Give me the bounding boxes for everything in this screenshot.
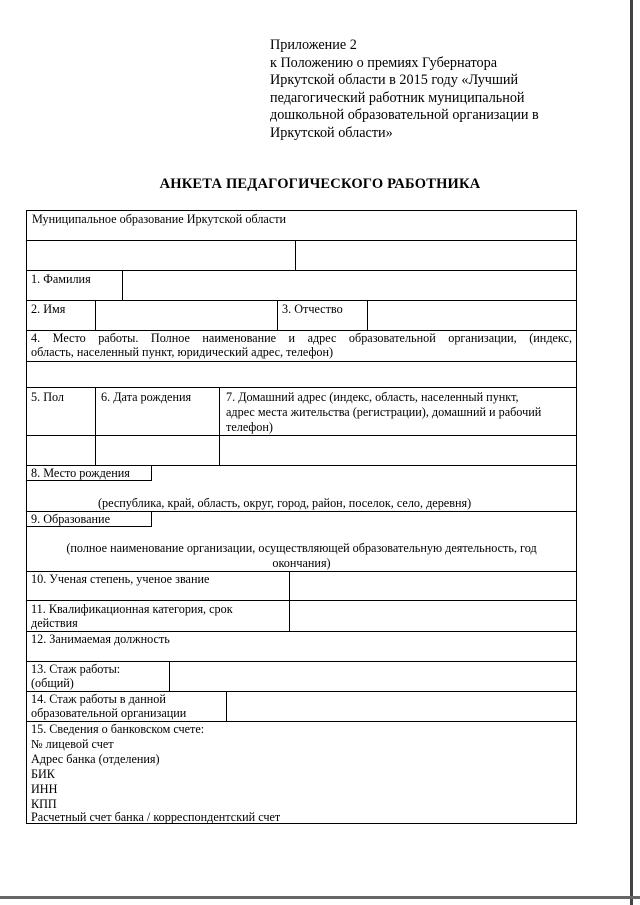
experience-label: 13. Стаж работы: bbox=[31, 662, 121, 676]
appendix-line: Приложение 2 bbox=[270, 37, 357, 53]
appendix-line: педагогический работник муниципальной bbox=[270, 89, 525, 106]
page-title: АНКЕТА ПЕДАГОГИЧЕСКОГО РАБОТНИКА bbox=[159, 176, 481, 192]
cell-divider bbox=[295, 240, 296, 270]
appendix-line: Иркутской области в 2015 году «Лучший bbox=[270, 72, 519, 89]
municipality-label: Муниципальное образование Иркутской области bbox=[32, 212, 287, 226]
patronymic-label: 3. Отчество bbox=[282, 302, 343, 316]
scan-edge-right bbox=[630, 0, 633, 905]
sex-label: 5. Пол bbox=[31, 390, 65, 404]
bik-label: БИК bbox=[31, 767, 55, 781]
education-hint: (полное наименование организации, осуществляющей образовательную деятельность, год bbox=[66, 541, 537, 555]
appendix-header bbox=[270, 37, 600, 143]
scan-edge-bottom bbox=[0, 896, 640, 899]
org-experience-label: 14. Стаж работы в данной bbox=[31, 692, 166, 706]
row-line bbox=[26, 600, 577, 601]
settlement-account-label: Расчетный счет банка / корреспондентский счет bbox=[31, 810, 281, 824]
label-box-divider bbox=[151, 511, 152, 526]
bank-account-label: № лицевой счет bbox=[31, 737, 114, 751]
birthdate-label: 6. Дата рождения bbox=[101, 390, 192, 404]
workplace-label-cont: область, населенный пункт, юридический адрес, телефон) bbox=[31, 345, 334, 359]
cell-divider bbox=[95, 387, 96, 465]
row-line bbox=[26, 361, 577, 362]
label-box-divider bbox=[151, 465, 152, 480]
birthplace-label: 8. Место рождения bbox=[31, 466, 130, 480]
surname-label: 1. Фамилия bbox=[31, 272, 91, 286]
home-address-label-cont: адрес места жительства (регистрации), домашний и рабочий bbox=[226, 405, 542, 419]
degree-label: 10. Ученая степень, ученое звание bbox=[31, 572, 210, 586]
home-address-label-cont: телефон) bbox=[226, 420, 273, 434]
position-label: 12. Занимаемая должность bbox=[31, 632, 170, 646]
row-line bbox=[26, 300, 577, 301]
table-border-top bbox=[26, 210, 577, 211]
qualification-label: 11. Квалификационная категория, срок bbox=[31, 602, 233, 616]
cell-divider bbox=[122, 270, 123, 300]
birthplace-hint: (республика, край, область, округ, город, район, поселок, село, деревня) bbox=[98, 496, 472, 510]
bank-address-label: Адрес банка (отделения) bbox=[31, 752, 160, 766]
experience-label-cont: (общий) bbox=[31, 676, 74, 690]
row-line bbox=[26, 435, 577, 436]
row-line bbox=[26, 270, 577, 271]
cell-divider bbox=[367, 300, 368, 330]
bank-details-label: 15. Сведения о банковском счете: bbox=[31, 722, 205, 736]
workplace-label: 4. Место работы. Полное наименование и адрес образовательной организации, (индекс, bbox=[31, 331, 572, 345]
cell-divider bbox=[169, 661, 170, 691]
table-border-left bbox=[26, 210, 27, 824]
name-label: 2. Имя bbox=[31, 302, 66, 316]
cell-divider bbox=[289, 571, 290, 631]
appendix-line: Иркутской области» bbox=[270, 124, 393, 141]
cell-divider bbox=[219, 387, 220, 465]
appendix-line: дошкольной образовательной организации в bbox=[270, 107, 539, 124]
cell-divider bbox=[226, 691, 227, 721]
education-hint-cont: окончания) bbox=[272, 556, 331, 570]
row-line bbox=[26, 240, 577, 241]
org-experience-label-cont: образовательной организации bbox=[31, 706, 187, 720]
questionnaire-table bbox=[26, 210, 577, 824]
row-line bbox=[26, 387, 577, 388]
kpp-label: КПП bbox=[31, 797, 57, 811]
appendix-line: к Положению о премиях Губернатора bbox=[270, 54, 498, 71]
cell-divider bbox=[277, 300, 278, 330]
inn-label: ИНН bbox=[31, 782, 58, 796]
cell-divider bbox=[95, 300, 96, 330]
qualification-label-cont: действия bbox=[31, 616, 78, 630]
education-label: 9. Образование bbox=[31, 512, 110, 526]
home-address-label: 7. Домашний адрес (индекс, область, населенный пункт, bbox=[226, 390, 519, 404]
table-border-right bbox=[576, 210, 577, 824]
